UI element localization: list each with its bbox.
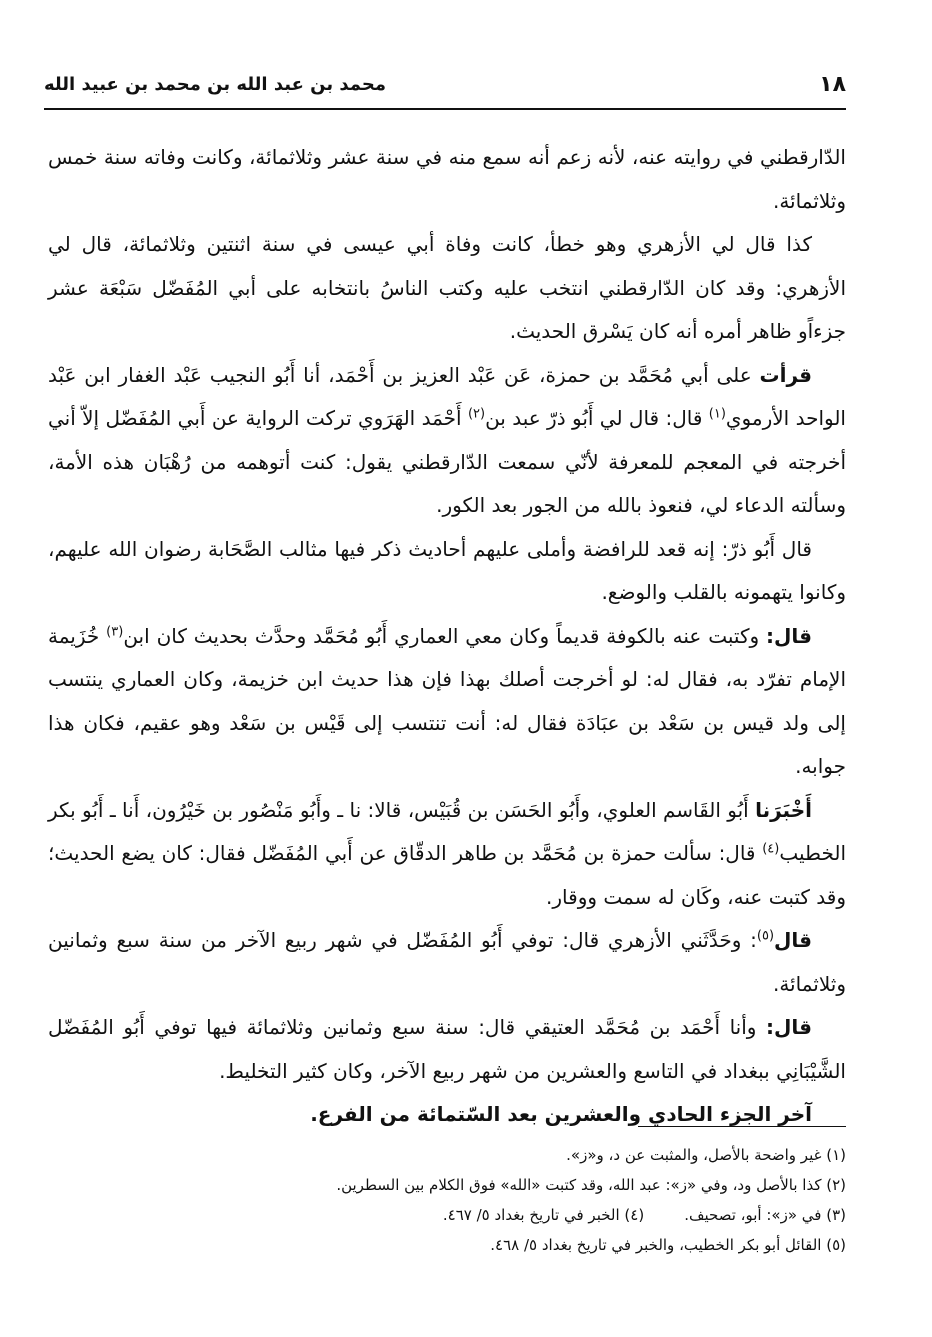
closing-line: آخر الجزء الحادي والعشرين بعد السّتمائة من الفرع. bbox=[310, 1102, 812, 1126]
footnote: (٢) كذا بالأصل ود، وفي «ز»: عبد الله، وقد كتبت «الله» فوق الكلام بين السطرين. bbox=[336, 1176, 846, 1194]
running-title: محمد بن عبد الله بن محمد بن عبيد الله bbox=[44, 73, 386, 95]
footnote: (٤) الخبر في تاريخ بغداد ٥/ ٤٦٧. bbox=[442, 1206, 645, 1224]
footnote-marker: (٢) bbox=[467, 406, 486, 422]
footnote-marker: (٥) bbox=[756, 928, 775, 944]
footnote-marker: (٤) bbox=[762, 841, 780, 857]
paragraph-text: خُزَيمة الإمام تفرّد به، فقال له: لو أخرجت أصلك بهذا فإن هذا حديث ابن خزيمة، وكان العماري ينتسب إلى ولد قيس بن سَعْد بن عبَادَة فقال له: أنت تنتسب إلى قَيْس بن سَعْد وهو عقيم، فكان هذا جوابه. bbox=[48, 623, 846, 778]
header-rule bbox=[44, 108, 846, 110]
paragraph-text: وأنا أَحْمَد بن مُحَمَّد العتيقي قال: سنة سبع وثمانين وثلاثمائة فيها توفي أَبُو المُفَضّل الشَّيْبَانِي ببغداد في التاسع والعشرين من شهر ربيع الآخر، وكان كثير التخليط. bbox=[48, 1015, 846, 1083]
page-number: ١٨ bbox=[819, 71, 846, 97]
footnotes bbox=[48, 1140, 846, 1260]
footnote-marker: (١) bbox=[708, 406, 726, 422]
footnote-row bbox=[48, 1200, 846, 1230]
footnote: (٥) القائل أبو بكر الخطيب، والخبر في تاريخ بغداد ٥/ ٤٦٨. bbox=[490, 1236, 846, 1254]
footnote-rule bbox=[638, 1126, 846, 1127]
paragraph-text: قال: قال لي أَبُو ذرّ عبد بن bbox=[485, 406, 709, 430]
paragraph bbox=[48, 354, 846, 528]
paragraph-text: على أبي مُحَمَّد بن حمزة، عَن عَبْد العزيز بن أَحْمَد، أنا أَبُو النجيب عَبْد الغفار ابن عَبْد الواحد الأرموي bbox=[48, 362, 846, 430]
lead-word: قال bbox=[774, 928, 812, 952]
paragraph-text: قال: سألت حمزة بن مُحَمَّد بن طاهر الدقّاق عن أَبي المُفَضّل فقال: كان يضع الحديث؛ وقد كتبت عنه، وكَان له سمت ووقار. bbox=[48, 841, 846, 909]
paragraph bbox=[48, 223, 846, 354]
paragraph bbox=[48, 615, 846, 789]
paragraph bbox=[48, 136, 846, 223]
footnote: (٣) في «ز»: أبو، تصحيف. bbox=[684, 1206, 846, 1224]
paragraph bbox=[48, 528, 846, 615]
paragraph-text: كذا قال لي الأزهري وهو خطأ، كانت وفاة أبي عيسى في سنة اثنتين وثلاثمائة، قال لي الأزهري: وقد كان الدّارقطني انتخب عليه وكتب الناسُ بانتخابه على أبي المُفَضّل سَبْعَة عشر جزءاًو ظاهر أمره أنه كان يَسْرق الحديث. bbox=[48, 232, 846, 343]
paragraph-text: أَبُو القَاسم العلوي، وأَبُو الحَسَن بن قُبَيْس، قالا: نا ـ وأَبُو مَنْصُور بن خَيْرُون، أَنا ـ أَبُو بكر الخطيب bbox=[48, 797, 846, 865]
paragraph bbox=[48, 919, 846, 1006]
footnote: (١) غير واضحة بالأصل، والمثبت عن د، و«ز». bbox=[566, 1146, 846, 1164]
paragraph-text: : وحَدَّثَني الأزهري قال: توفي أَبُو المُفَضّل في شهر ربيع الآخر من سنة سبع وثمانين وثلاثمائة. bbox=[48, 928, 846, 996]
paragraph bbox=[48, 1006, 846, 1093]
lead-word: قال: bbox=[766, 1015, 812, 1039]
footnote-marker: (٣) bbox=[106, 623, 124, 639]
paragraph-text: الدّارقطني في روايته عنه، لأنه زعم أنه سمع منه في سنة عشر وثلاثمائة، وكانت وفاته سنة خمس وثلاثمائة. bbox=[48, 145, 846, 213]
paragraph-text: قال أَبُو ذرّ: إنه قعد للرافضة وأملى عليهم أحاديث ذكر فيها مثالب الصَّحَابة رضوان الله عليهم، وكانوا يتهمونه بالقلب والوضع. bbox=[48, 536, 846, 604]
main-text bbox=[48, 136, 846, 1137]
lead-word: قال: bbox=[766, 623, 813, 648]
paragraph bbox=[48, 789, 846, 920]
paragraph-text: وكتبت عنه بالكوفة قديماً وكان معي العماري أَبُو مُحَمَّد وحدَّث بحديث كان ابن bbox=[123, 623, 767, 648]
lead-word: أَخْبَرَنا bbox=[755, 797, 812, 822]
page-header bbox=[44, 66, 846, 102]
lead-word: قرأت bbox=[759, 362, 812, 387]
paragraph-text: أَحْمَد الهَرَوي تركت الرواية عن أَبي المُفَضّل إلاّ أني أخرجته في المعجم للمعرفة لأنّي سمعت الدّارقطني يقول: كنت أتوهمه من رُهْبَان هذه الأمة، وسألته الدعاء لي، فنعوذ بالله من الجور بعد الكور. bbox=[48, 406, 846, 517]
